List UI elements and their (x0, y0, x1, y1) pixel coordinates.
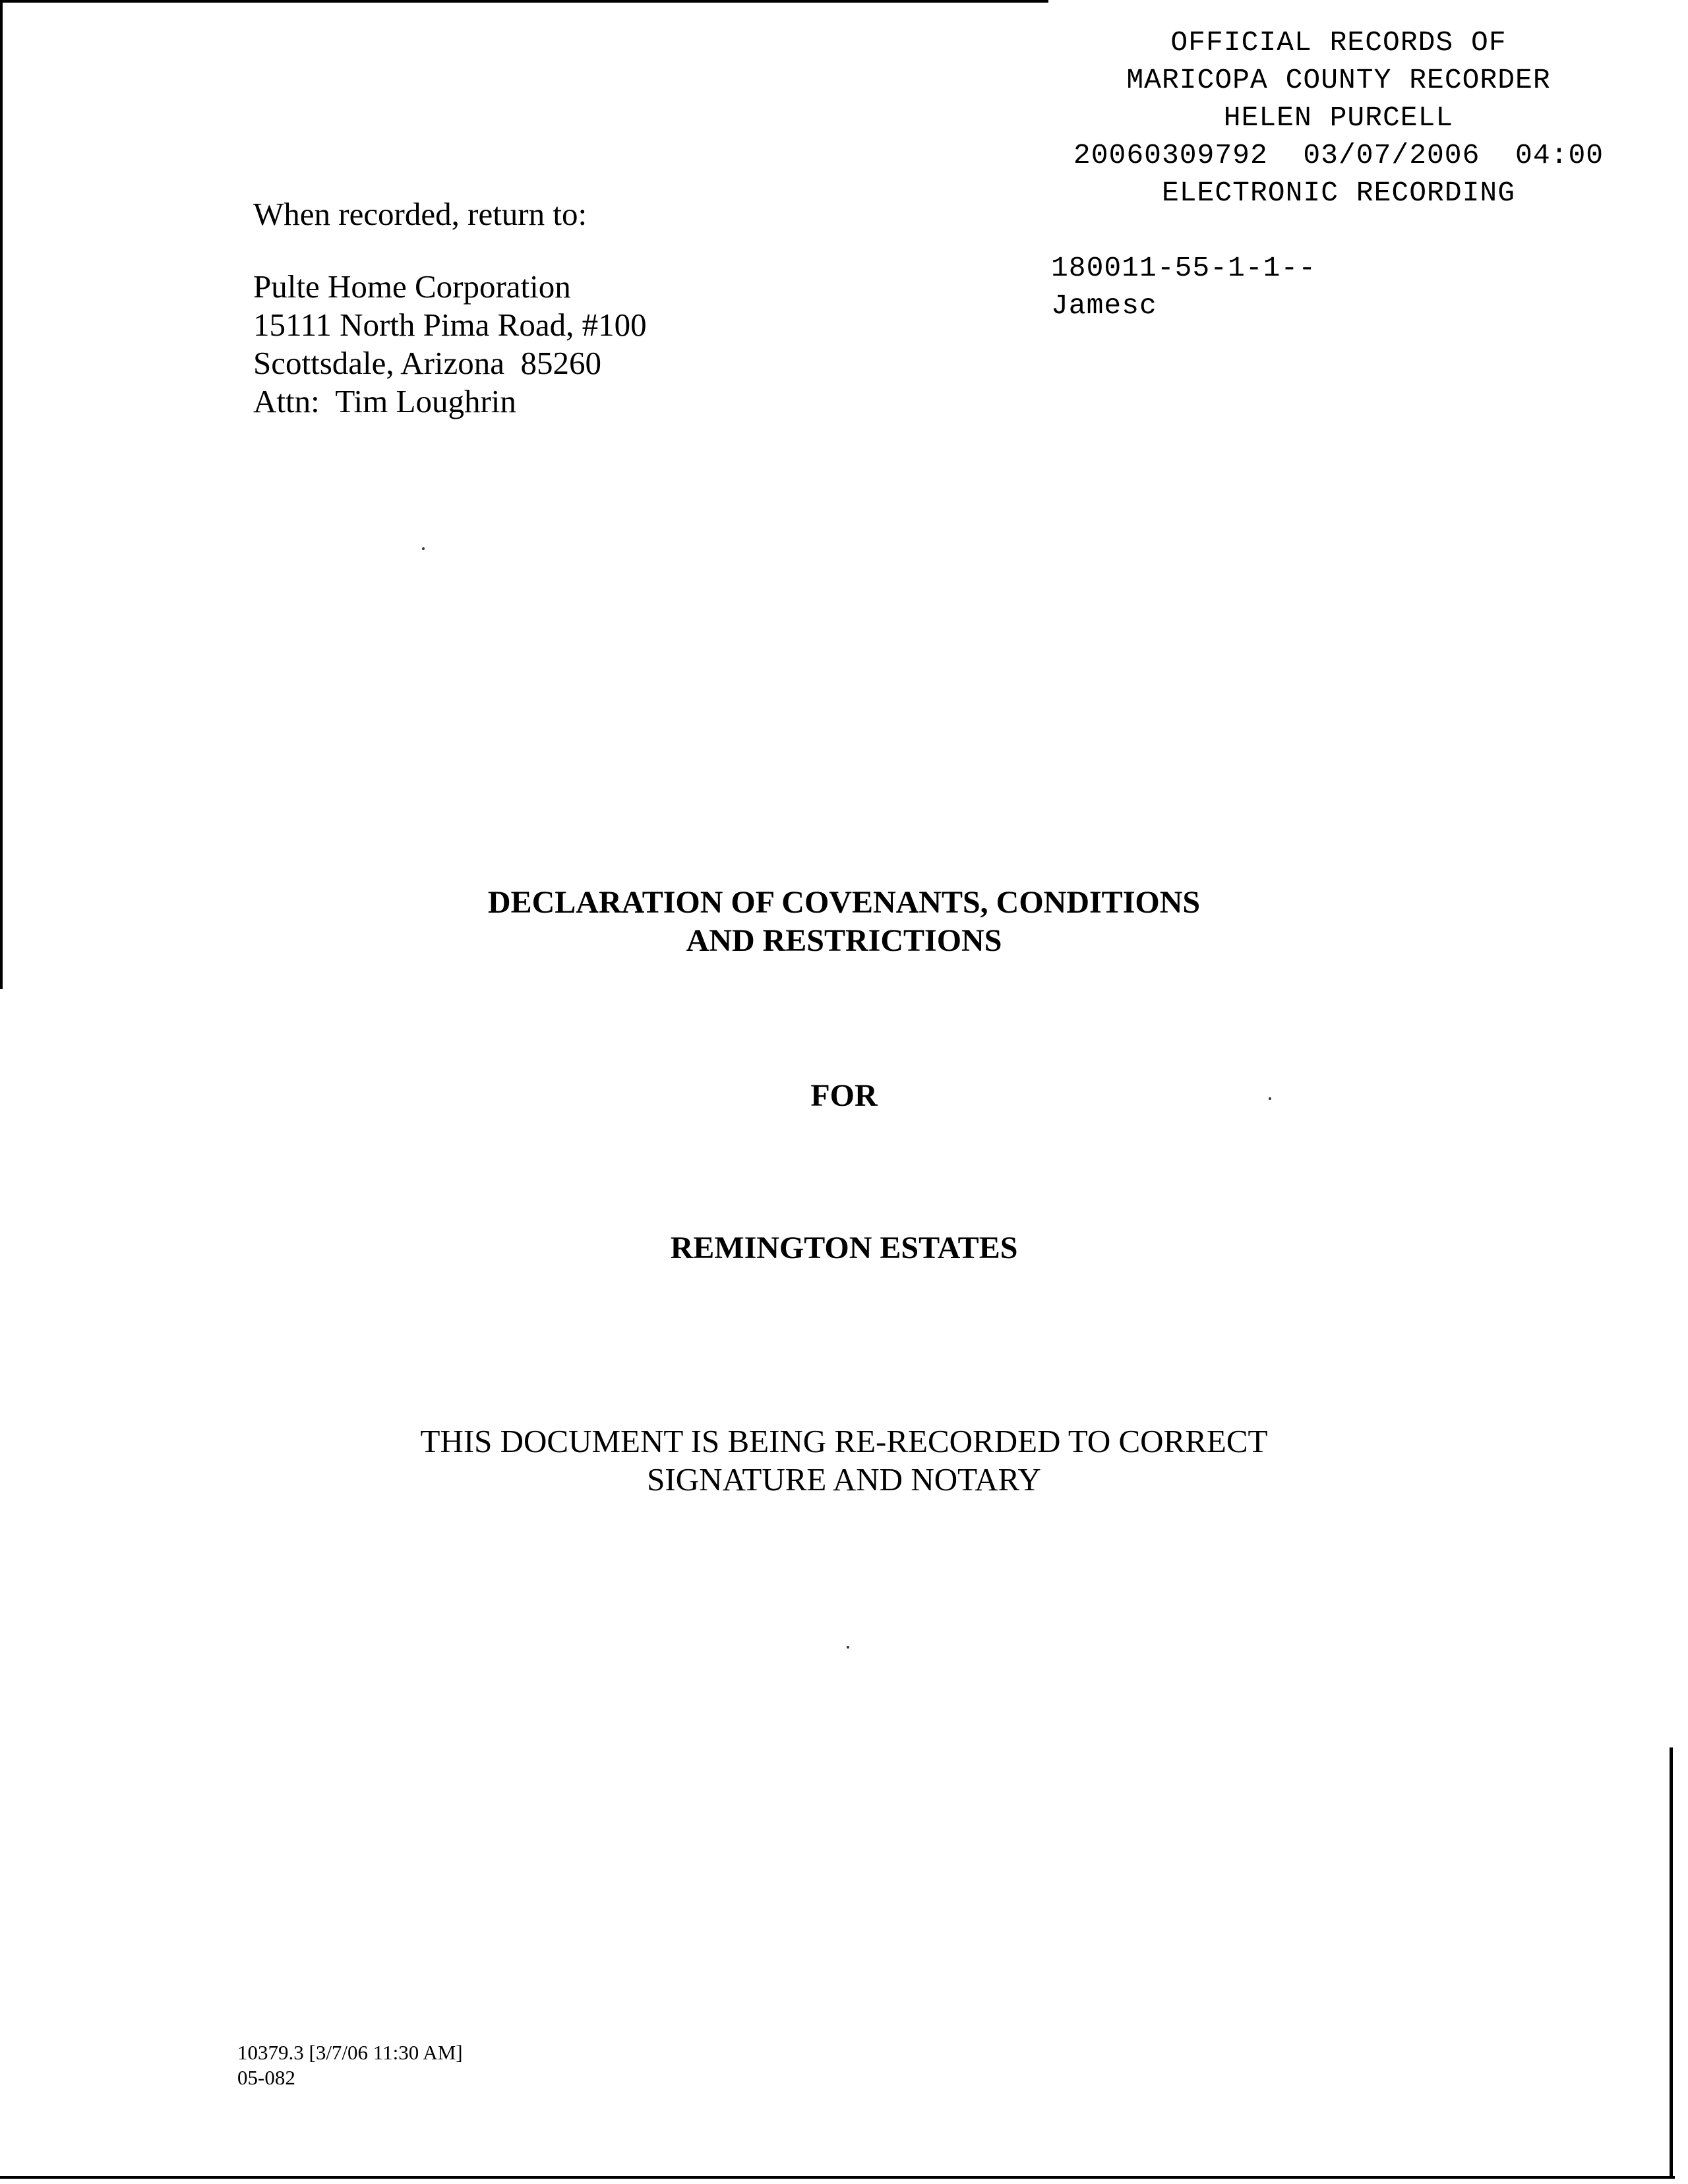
document-footer (237, 2040, 463, 2090)
notice-line: THIS DOCUMENT IS BEING RE-RECORDED TO CORRECT (420, 1423, 1268, 1459)
recorder-reference (1051, 249, 1316, 324)
title-for-label: FOR (810, 1078, 878, 1113)
return-address-line: 15111 North Pima Road, #100 (253, 307, 647, 343)
document-title (0, 884, 1688, 960)
return-address-line: Attn: Tim Loughrin (253, 383, 516, 419)
scan-speck (847, 1646, 849, 1649)
scan-edge-top (0, 0, 1048, 3)
recorder-stamp-line: OFFICIAL RECORDS OF (1170, 26, 1507, 59)
scan-speck (422, 547, 425, 550)
recorder-clerk-name: Jamesc (1051, 289, 1157, 322)
project-name: REMINGTON ESTATES (670, 1230, 1018, 1265)
return-address-line: Scottsdale, Arizona 85260 (253, 345, 602, 381)
re-recording-notice (0, 1422, 1688, 1499)
recorder-stamp (1042, 24, 1635, 212)
footer-doc-version: 10379.3 [3/7/06 11:30 AM] (237, 2041, 463, 2064)
footer-file-number: 05-082 (237, 2066, 295, 2089)
scan-edge-right (1670, 1747, 1673, 2176)
return-address-block (253, 195, 647, 421)
scan-edge-bottom (0, 2176, 1675, 2179)
recorder-stamp-line: MARICOPA COUNTY RECORDER (1126, 64, 1551, 96)
document-title-line: AND RESTRICTIONS (686, 923, 1002, 958)
return-heading: When recorded, return to: (253, 196, 588, 232)
recorder-stamp-line: ELECTRONIC RECORDING (1161, 177, 1516, 209)
scan-edge-left (0, 0, 3, 989)
recorder-stamp-line: HELEN PURCELL (1223, 102, 1454, 134)
notice-line: SIGNATURE AND NOTARY (647, 1461, 1041, 1498)
return-address-line: Pulte Home Corporation (253, 268, 571, 305)
recorder-reference-code: 180011-55-1-1-- (1051, 252, 1317, 284)
document-title-line: DECLARATION OF COVENANTS, CONDITIONS (487, 885, 1201, 920)
recording-number-line: 20060309792 03/07/2006 04:00 (1073, 139, 1604, 171)
